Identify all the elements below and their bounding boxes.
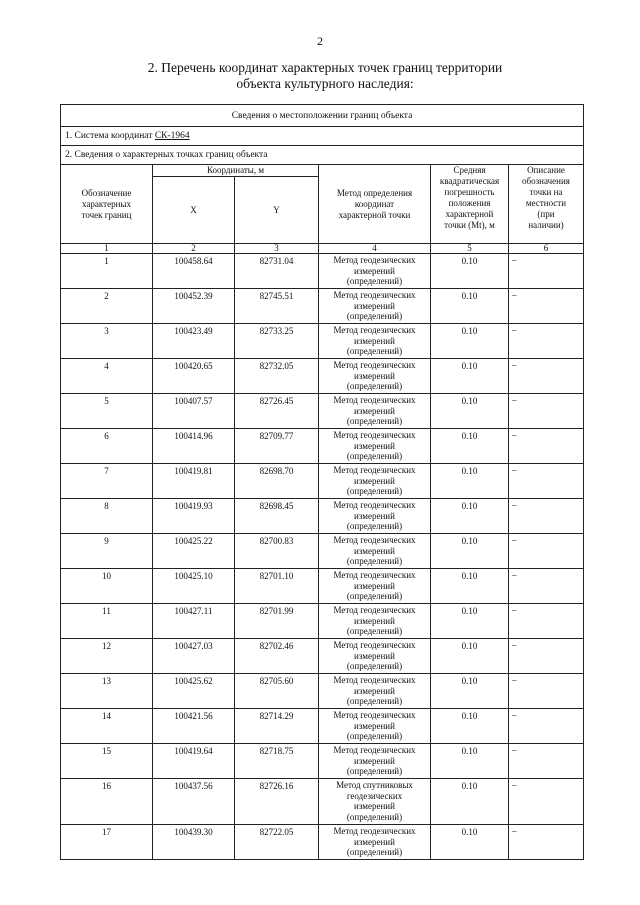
accuracy-cell: 0.10 (431, 254, 509, 289)
table-row (61, 709, 584, 744)
table-banner: Сведения о местоположении границ объекта (61, 105, 584, 127)
accuracy-cell: 0.10 (431, 604, 509, 639)
document-title (90, 60, 560, 92)
accuracy-cell: 0.10 (431, 289, 509, 324)
method-cell: Метод геодезических измерений (определений) (319, 744, 431, 779)
accuracy-cell: 0.10 (431, 674, 509, 709)
x-coordinate-cell: 100452.39 (153, 289, 235, 324)
y-coordinate-cell: 82701.99 (235, 604, 319, 639)
column-number: 2 (153, 244, 235, 254)
header-description: Описание обозначения точки на местности (при наличии) (509, 165, 584, 244)
point-number-cell: 11 (61, 604, 153, 639)
column-number: 1 (61, 244, 153, 254)
description-cell: – (509, 569, 584, 604)
description-cell: – (509, 429, 584, 464)
description-cell: – (509, 254, 584, 289)
column-number: 3 (235, 244, 319, 254)
accuracy-cell: 0.10 (431, 429, 509, 464)
x-coordinate-cell: 100427.11 (153, 604, 235, 639)
table-row (61, 289, 584, 324)
point-number-cell: 5 (61, 394, 153, 429)
point-number-cell: 14 (61, 709, 153, 744)
table-row (61, 569, 584, 604)
description-cell: – (509, 324, 584, 359)
y-coordinate-cell: 82733.25 (235, 324, 319, 359)
table-row (61, 639, 584, 674)
accuracy-cell: 0.10 (431, 394, 509, 429)
header-method: Метод определения координат характерной точки (319, 165, 431, 244)
method-cell: Метод спутниковых геодезических измерений (определений) (319, 779, 431, 825)
table-row (61, 604, 584, 639)
point-number-cell: 4 (61, 359, 153, 394)
point-number-cell: 8 (61, 499, 153, 534)
y-coordinate-cell: 82714.29 (235, 709, 319, 744)
x-coordinate-cell: 100425.22 (153, 534, 235, 569)
accuracy-cell: 0.10 (431, 825, 509, 860)
description-cell: – (509, 464, 584, 499)
page-number: 2 (317, 34, 323, 48)
table-row (61, 534, 584, 569)
description-cell: – (509, 674, 584, 709)
accuracy-cell: 0.10 (431, 324, 509, 359)
point-number-cell: 6 (61, 429, 153, 464)
accuracy-cell: 0.10 (431, 464, 509, 499)
point-number-cell: 9 (61, 534, 153, 569)
x-coordinate-cell: 100425.10 (153, 569, 235, 604)
y-coordinate-cell: 82702.46 (235, 639, 319, 674)
y-coordinate-cell: 82726.45 (235, 394, 319, 429)
accuracy-cell: 0.10 (431, 779, 509, 825)
table-row (61, 254, 584, 289)
description-cell: – (509, 825, 584, 860)
description-cell: – (509, 639, 584, 674)
table-row (61, 499, 584, 534)
table-row (61, 779, 584, 825)
point-number-cell: 3 (61, 324, 153, 359)
y-coordinate-cell: 82722.05 (235, 825, 319, 860)
description-cell: – (509, 359, 584, 394)
y-coordinate-cell: 82726.16 (235, 779, 319, 825)
y-coordinate-cell: 82732.05 (235, 359, 319, 394)
method-cell: Метод геодезических измерений (определений) (319, 289, 431, 324)
x-coordinate-cell: 100414.96 (153, 429, 235, 464)
column-number: 6 (509, 244, 584, 254)
method-cell: Метод геодезических измерений (определений) (319, 709, 431, 744)
accuracy-cell: 0.10 (431, 534, 509, 569)
y-coordinate-cell: 82705.60 (235, 674, 319, 709)
point-number-cell: 16 (61, 779, 153, 825)
method-cell: Метод геодезических измерений (определений) (319, 569, 431, 604)
coordinate-system-value: СК-1964 (154, 131, 190, 141)
coordinate-system-label: 1. Система координат (65, 131, 155, 141)
x-coordinate-cell: 100458.64 (153, 254, 235, 289)
accuracy-cell: 0.10 (431, 499, 509, 534)
points-section-title: 2. Сведения о характерных точках границ объекта (61, 146, 584, 165)
x-coordinate-cell: 100419.64 (153, 744, 235, 779)
method-cell: Метод геодезических измерений (определений) (319, 254, 431, 289)
header-accuracy: Средняя квадратическая погрешность положения характерной точки (Mt), м (431, 165, 509, 244)
x-coordinate-cell: 100407.57 (153, 394, 235, 429)
column-number-row (61, 244, 584, 254)
method-cell: Метод геодезических измерений (определений) (319, 324, 431, 359)
point-number-cell: 15 (61, 744, 153, 779)
x-coordinate-cell: 100423.49 (153, 324, 235, 359)
table-row (61, 359, 584, 394)
header-coordinates: Координаты, м (153, 165, 319, 177)
x-coordinate-cell: 100439.30 (153, 825, 235, 860)
method-cell: Метод геодезических измерений (определений) (319, 359, 431, 394)
description-cell: – (509, 604, 584, 639)
title-line-2: объекта культурного наследия: (236, 76, 414, 91)
point-number-cell: 2 (61, 289, 153, 324)
x-coordinate-cell: 100421.56 (153, 709, 235, 744)
accuracy-cell: 0.10 (431, 639, 509, 674)
coordinate-system-row (61, 127, 584, 146)
y-coordinate-cell: 82709.77 (235, 429, 319, 464)
x-coordinate-cell: 100420.65 (153, 359, 235, 394)
method-cell: Метод геодезических измерений (определений) (319, 674, 431, 709)
accuracy-cell: 0.10 (431, 569, 509, 604)
point-number-cell: 1 (61, 254, 153, 289)
point-number-cell: 10 (61, 569, 153, 604)
header-y: Y (235, 177, 319, 244)
table-row (61, 744, 584, 779)
description-cell: – (509, 534, 584, 569)
description-cell: – (509, 779, 584, 825)
point-number-cell: 13 (61, 674, 153, 709)
y-coordinate-cell: 82698.45 (235, 499, 319, 534)
description-cell: – (509, 499, 584, 534)
method-cell: Метод геодезических измерений (определений) (319, 429, 431, 464)
accuracy-cell: 0.10 (431, 359, 509, 394)
method-cell: Метод геодезических измерений (определений) (319, 604, 431, 639)
table-row (61, 674, 584, 709)
column-number: 5 (431, 244, 509, 254)
y-coordinate-cell: 82718.75 (235, 744, 319, 779)
table-body (61, 254, 584, 860)
header-x: X (153, 177, 235, 244)
x-coordinate-cell: 100427.03 (153, 639, 235, 674)
point-number-cell: 7 (61, 464, 153, 499)
method-cell: Метод геодезических измерений (определений) (319, 825, 431, 860)
accuracy-cell: 0.10 (431, 709, 509, 744)
y-coordinate-cell: 82745.51 (235, 289, 319, 324)
method-cell: Метод геодезических измерений (определений) (319, 464, 431, 499)
title-line-1: 2. Перечень координат характерных точек границ территории (147, 60, 503, 75)
column-number: 4 (319, 244, 431, 254)
description-cell: – (509, 394, 584, 429)
method-cell: Метод геодезических измерений (определений) (319, 639, 431, 674)
method-cell: Метод геодезических измерений (определений) (319, 534, 431, 569)
coordinates-table (60, 104, 584, 860)
y-coordinate-cell: 82698.70 (235, 464, 319, 499)
table-row (61, 825, 584, 860)
description-cell: – (509, 289, 584, 324)
table-row (61, 394, 584, 429)
point-number-cell: 17 (61, 825, 153, 860)
method-cell: Метод геодезических измерений (определений) (319, 499, 431, 534)
description-cell: – (509, 744, 584, 779)
table-row (61, 464, 584, 499)
header-point: Обозначение характерных точек границ (61, 165, 153, 244)
x-coordinate-cell: 100419.81 (153, 464, 235, 499)
x-coordinate-cell: 100425.62 (153, 674, 235, 709)
x-coordinate-cell: 100419.93 (153, 499, 235, 534)
y-coordinate-cell: 82731.04 (235, 254, 319, 289)
description-cell: – (509, 709, 584, 744)
table-row (61, 324, 584, 359)
y-coordinate-cell: 82701.10 (235, 569, 319, 604)
method-cell: Метод геодезических измерений (определений) (319, 394, 431, 429)
y-coordinate-cell: 82700.83 (235, 534, 319, 569)
accuracy-cell: 0.10 (431, 744, 509, 779)
point-number-cell: 12 (61, 639, 153, 674)
x-coordinate-cell: 100437.56 (153, 779, 235, 825)
table-row (61, 429, 584, 464)
